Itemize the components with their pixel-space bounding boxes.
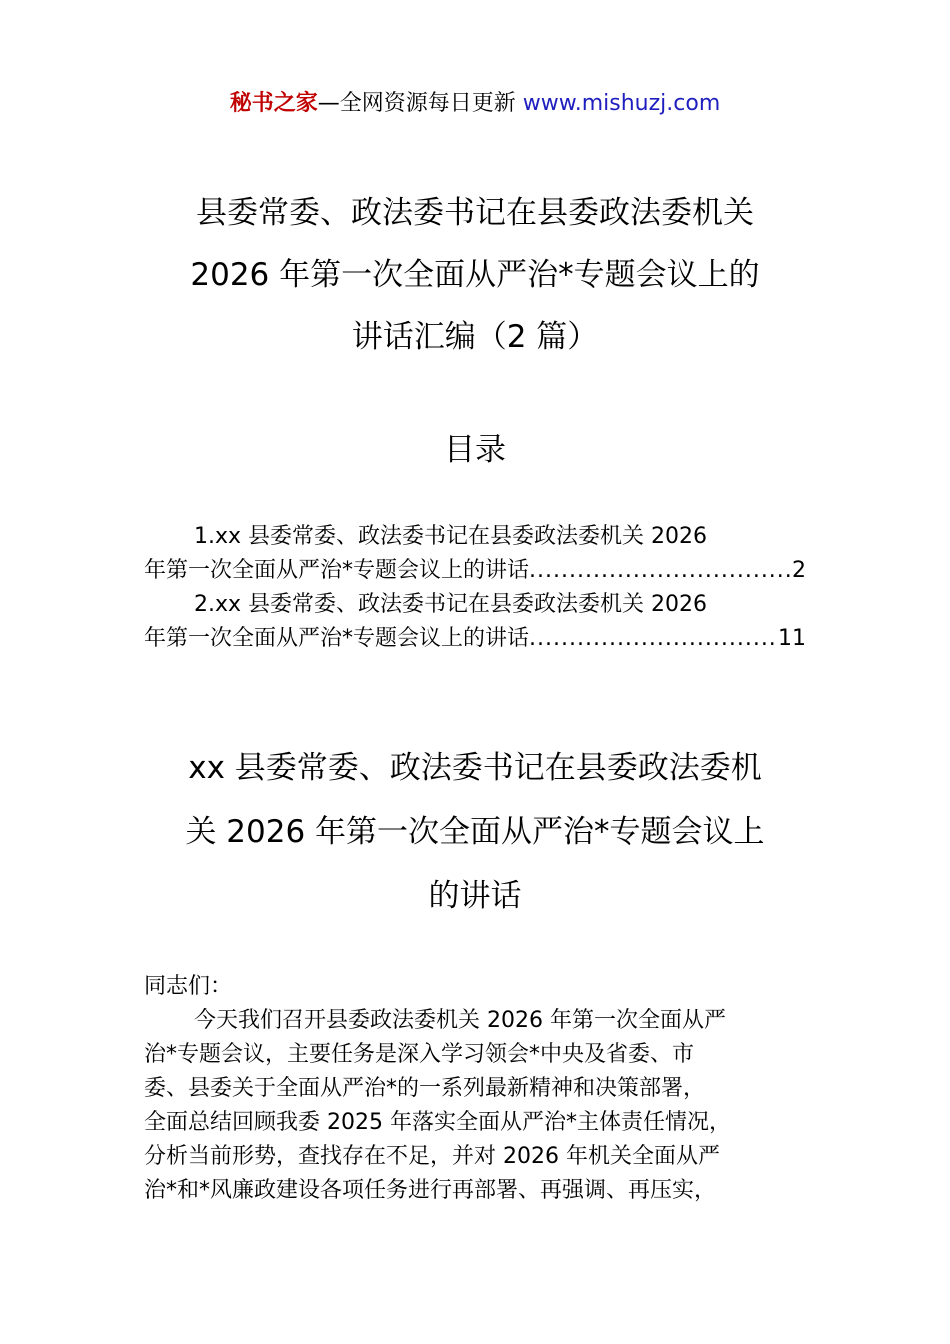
paragraph-line: 委、县委关于全面从严治*的一系列最新精神和决策部署， [144,1076,706,1101]
site-url[interactable]: www.mishuzj.com [522,91,721,116]
toc-entry-line: 年第一次全面从严治*专题会议上的讲话 [144,558,530,583]
speech-body [144,970,834,1208]
site-header [0,88,950,120]
document-title-line: 县委常委、政法委书记在县委政法委机关 [196,195,754,231]
toc-entry-line: 年第一次全面从严治*专题会议上的讲话 [144,626,530,651]
paragraph-line: 治*和*风廉政建设各项任务进行再部署、再强调、再压实， [144,1178,717,1203]
toc-entry[interactable] [144,588,806,656]
paragraph-line: 全面总结回顾我委 2025 年落实全面从严治*主体责任情况， [144,1110,731,1135]
brand-name: 秘书之家 [229,91,318,116]
section-title-line: xx 县委常委、政法委书记在县委政法委机 [188,750,762,786]
paragraph-line: 今天我们召开县委政法委机关 2026 年第一次全面从严 [194,1008,726,1033]
document-title [100,182,850,368]
paragraph [144,1004,834,1208]
toc-entry[interactable] [144,520,806,588]
toc-leader-dots [529,554,792,588]
header-tagline: —全网资源每日更新 [317,91,523,116]
toc-heading: 目录 [444,432,506,468]
greeting: 同志们： [144,974,233,999]
paragraph-line: 治*专题会议，主要任务是深入学习领会*中央及省委、市 [144,1042,695,1067]
toc-leader-dots [529,622,778,656]
toc-entry-line: 1.xx 县委常委、政法委书记在县委政法委机关 2026 [194,524,708,549]
section-title-line: 的讲话 [428,878,522,914]
document-title-line: 2026 年第一次全面从严治*专题会议上的 [190,257,760,293]
toc-entry-line: 2.xx 县委常委、政法委书记在县委政法委机关 2026 [194,592,708,617]
section-title-line: 关 2026 年第一次全面从严治*专题会议上 [185,814,765,850]
document-title-line: 讲话汇编（2 篇） [351,319,599,355]
paragraph-line: 分析当前形势，查找存在不足，并对 2026 年机关全面从严 [144,1144,720,1169]
toc-page-number: 11 [778,626,806,651]
toc-page-number: 2 [792,558,806,583]
section-title [100,736,850,928]
table-of-contents [144,520,806,656]
